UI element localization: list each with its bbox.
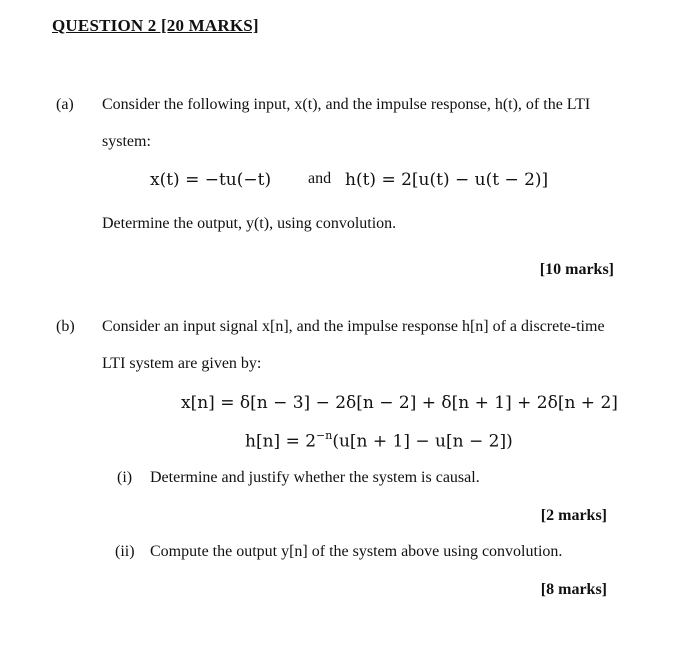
sub-i-marks: [2 marks] [540, 507, 607, 524]
part-b-label: (b) [56, 318, 75, 335]
sub-ii-text: Compute the output y[n] of the system above using convolution. [150, 543, 563, 560]
part-b-impulse-exponent: −n [316, 429, 333, 442]
part-b-line-1: Consider an input signal x[n], and the impulse response h[n] of a discrete-time [102, 318, 605, 335]
part-a-line-2: system: [102, 133, 151, 150]
part-a-and-word: and [308, 170, 332, 187]
part-b-impulse-rest: (u[n + 1] − u[n − 2]) [332, 431, 513, 452]
part-b-impulse-base: h[n] = 2 [245, 431, 317, 452]
part-b-impulse-equation [245, 430, 513, 452]
question-heading: QUESTION 2 [20 MARKS] [52, 16, 259, 35]
sub-i-text: Determine and justify whether the system is causal. [150, 469, 480, 486]
part-a-impulse-equation: h(t) = 2[u(t) − u(t − 2)] [345, 170, 549, 190]
sub-ii-label: (ii) [115, 543, 135, 560]
part-a-input-equation: x(t) = −tu(−t) [150, 170, 272, 190]
part-b-input-equation: x[n] = δ[n − 3] − 2δ[n − 2] + δ[n + 1] + 2δ[n + 2] [181, 393, 618, 413]
part-b-line-2: LTI system are given by: [102, 355, 262, 372]
part-a-label: (a) [56, 96, 74, 113]
part-a-line-1: Consider the following input, x(t), and the impulse response, h(t), of the LTI [102, 96, 591, 113]
part-a-marks: [10 marks] [539, 261, 614, 278]
sub-i-label: (i) [117, 469, 133, 486]
sub-ii-marks: [8 marks] [540, 581, 607, 598]
part-a-instruction: Determine the output, y(t), using convolution. [102, 215, 397, 232]
